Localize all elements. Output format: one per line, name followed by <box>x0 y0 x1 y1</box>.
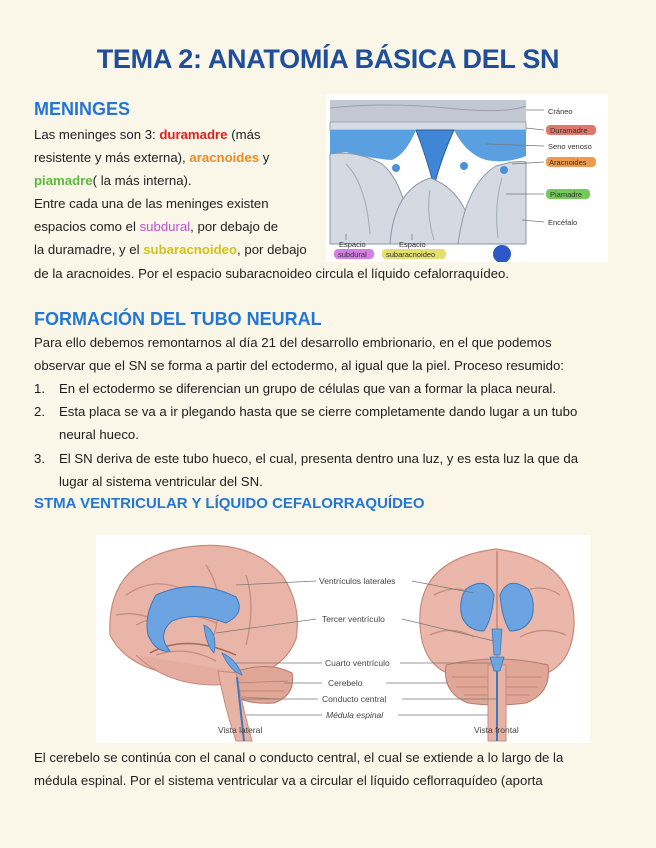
text-span: Entre cada una de las meninges existen <box>34 196 269 211</box>
label-cerebelo: Cerebelo <box>328 678 363 688</box>
label-medula-espinal: Médula espinal <box>326 710 384 720</box>
vessel <box>392 164 400 172</box>
meninges-line <box>34 215 324 238</box>
meninges-line <box>34 262 634 285</box>
label-vista-frontal: Vista frontal <box>474 725 519 735</box>
meninges-line <box>34 192 324 215</box>
tubo-intro-line: observar que el SN se forma a partir del ectodermo, al igual que la piel. Proceso resumido: <box>34 358 564 374</box>
list-number: 2. <box>34 404 45 419</box>
highlight-term: subdural <box>139 219 191 234</box>
text-span: y <box>259 150 270 165</box>
label-seno: Seno venoso <box>548 142 592 151</box>
meninges-line <box>34 169 324 192</box>
label-craneo: Cráneo <box>548 107 573 116</box>
highlight-term: piamadre <box>34 173 93 188</box>
label-cuarto-ventriculo: Cuarto ventrículo <box>325 658 390 668</box>
label-piamadre: Piamadre <box>550 190 583 199</box>
meninges-line <box>34 146 324 169</box>
text-span: la duramadre, y el <box>34 242 144 257</box>
text-span: , por debajo de <box>190 219 279 234</box>
sistema-text-line: médula espinal. Por el sistema ventricular va a circular el líquido ceflorraquídeo (aporta <box>34 773 543 789</box>
tubo-intro-line: Para ello debemos remontarnos al día 21 del desarrollo embrionario, en el que podemos <box>34 335 552 350</box>
text-span: espacios como el <box>34 219 140 234</box>
text-span: resistente y más externa), <box>34 150 190 165</box>
list-text: neural hueco. <box>59 427 139 443</box>
label-duramadre: Duramadre <box>550 126 588 135</box>
highlight-term: subaracnoideo <box>143 242 238 257</box>
dura-layer <box>330 122 526 130</box>
vessel <box>500 166 508 174</box>
label-espacio-subdural-2: subdural <box>338 250 367 259</box>
sistema-heading: STMA VENTRICULAR Y LÍQUIDO CEFALORRAQUÍDEO <box>34 495 425 512</box>
skull-bone <box>330 100 526 122</box>
list-text: lugar al sistema ventricular del SN. <box>59 474 263 490</box>
sistema-text <box>34 746 634 792</box>
page-title: TEMA 2: ANATOMÍA BÁSICA DEL SN <box>96 44 560 74</box>
ventricle-third-front <box>492 629 502 655</box>
label-encefalo: Encéfalo <box>548 218 578 227</box>
text-span: Las meninges son 3: <box>34 127 160 142</box>
label-espacio-subarac-1: Espacio <box>399 240 426 249</box>
label-aracnoides: Aracnoides <box>549 158 587 167</box>
ventricular-figure <box>96 535 590 743</box>
label-espacio-subdural-1: Espacio <box>339 240 366 249</box>
text-span: de la aracnoides. Por el espacio subaracnoideo circula el líquido cefalorraquídeo. <box>34 266 510 281</box>
meninges-figure <box>326 94 608 262</box>
label-conducto-central: Conducto central <box>322 694 387 704</box>
list-text: En el ectodermo se diferencian un grupo de células que van a formar la placa neural. <box>59 381 557 396</box>
sistema-text-line: El cerebelo se continúa con el canal o conducto central, el cual se extiende a lo largo de la <box>34 750 564 765</box>
vessel <box>460 162 468 170</box>
highlight-term: aracnoides <box>189 150 260 165</box>
text-span: , por debajo <box>237 242 307 257</box>
list-number: 1. <box>34 381 45 396</box>
list-number: 3. <box>34 451 45 466</box>
meninges-heading: MENINGES <box>34 99 131 119</box>
list-text: Esta placa se va a ir plegando hasta que se cierre completamente dando lugar a un tubo <box>59 404 578 419</box>
list-text: El SN deriva de este tubo hueco, el cual, presenta dentro una luz, y es esta luz la que da <box>59 451 579 466</box>
text-span: (más <box>227 127 261 142</box>
label-espacio-subarac-2: subaracnoideo <box>386 250 436 259</box>
tubo-heading: FORMACIÓN DEL TUBO NEURAL <box>34 309 322 329</box>
label-ventriculos-laterales: Ventrículos laterales <box>319 576 396 586</box>
meninges-line <box>34 238 324 261</box>
text-span: ( la más interna). <box>92 173 192 188</box>
label-vista-lateral: Vista lateral <box>218 725 263 735</box>
tubo-intro <box>34 331 634 377</box>
highlight-term: duramadre <box>159 127 228 142</box>
meninges-line <box>34 123 324 146</box>
label-tercer-ventriculo: Tercer ventrículo <box>322 614 385 624</box>
